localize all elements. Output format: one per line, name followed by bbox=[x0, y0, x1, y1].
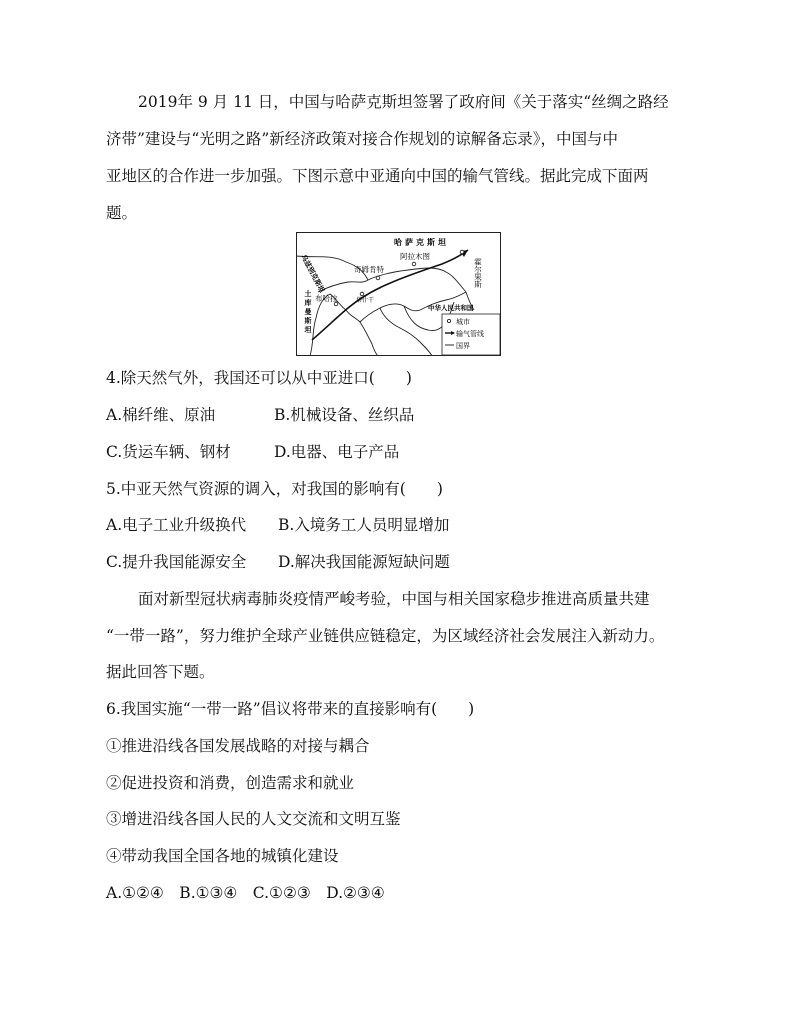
city-dot bbox=[460, 250, 464, 254]
label-almaty: 阿拉木图 bbox=[400, 252, 430, 261]
q5-stem: 5.中亚天然气资源的调入，对我国的影响有( ) bbox=[106, 480, 443, 498]
city-dot bbox=[412, 262, 416, 266]
q5-option-a: A.电子工业升级换代 bbox=[106, 516, 247, 534]
intro-line-4: 题。 bbox=[106, 204, 138, 222]
legend-city: 城市 bbox=[456, 318, 470, 326]
passage2-line-1: 面对新型冠状病毒肺炎疫情严峻考验，中国与相关国家稳步推进高质量共建 bbox=[138, 590, 650, 608]
pipeline-map bbox=[296, 232, 501, 356]
map-legend bbox=[442, 314, 500, 355]
legend-pipeline: 输气管线 bbox=[456, 330, 484, 338]
intro-line-1: 2019年 9 月 11 日，中国与哈萨克斯坦签署了政府间《关于落实“丝绸之路经 bbox=[138, 93, 669, 111]
passage2-line-3: 据此回答下题。 bbox=[106, 663, 215, 681]
q6-item-1: ①推进沿线各国发展战略的对接与耦合 bbox=[106, 737, 370, 755]
q5-option-b: B.入境务工人员明显增加 bbox=[278, 516, 450, 534]
q6-options: A.①②④ B.①③④ C.①②③ D.②③④ bbox=[106, 884, 385, 902]
label-chimkent: 奇姆肯特 bbox=[354, 265, 384, 274]
q4-stem: 4.除天然气外，我国还可以从中亚进口( ) bbox=[106, 369, 412, 387]
q4-option-d: D.电器、电子产品 bbox=[274, 443, 400, 461]
q6-item-4: ④带动我国全国各地的城镇化建设 bbox=[106, 847, 339, 865]
q6-item-3: ③增进沿线各国人民的人文交流和文明互鉴 bbox=[106, 810, 401, 828]
label-uzbekistan: 乌兹别克斯坦 bbox=[299, 253, 327, 295]
city-dot bbox=[376, 276, 380, 280]
city-dot bbox=[360, 292, 364, 296]
label-tashkent: 塔什干 bbox=[356, 297, 375, 304]
label-bukhara: 布哈拉 bbox=[315, 294, 338, 303]
label-kazakhstan: 哈萨克斯坦 bbox=[394, 238, 449, 247]
legend-border: 国界 bbox=[456, 342, 470, 350]
q4-option-b: B.机械设备、丝织品 bbox=[274, 406, 415, 424]
intro-line-2: 济带”建设与“光明之路”新经济政策对接合作规划的谅解备忘录》，中国与中 bbox=[106, 130, 619, 148]
label-khorgos: 霍尔果斯 bbox=[473, 258, 483, 288]
q4-option-a: A.棉纤维、原油 bbox=[106, 406, 216, 424]
legend-city-symbol bbox=[447, 319, 450, 322]
q6-item-2: ②促进投资和消费，创造需求和就业 bbox=[106, 774, 355, 792]
q6-stem: 6.我国实施“一带一路”倡议将带来的直接影响有( ) bbox=[106, 700, 475, 718]
label-china: 中华人民共和国 bbox=[428, 304, 474, 312]
q5-option-d: D.解决我国能源短缺问题 bbox=[278, 553, 450, 571]
label-turkmenistan: 土库曼斯坦 bbox=[304, 290, 312, 335]
intro-line-3: 亚地区的合作进一步加强。下图示意中亚通向中国的输气管线。据此完成下面两 bbox=[106, 167, 649, 185]
q4-option-c: C.货运车辆、钢材 bbox=[106, 443, 231, 461]
passage2-line-2: “一带一路”，努力维护全球产业链供应链稳定，为区域经济社会发展注入新动力。 bbox=[106, 627, 665, 645]
q5-option-c: C.提升我国能源安全 bbox=[106, 553, 247, 571]
